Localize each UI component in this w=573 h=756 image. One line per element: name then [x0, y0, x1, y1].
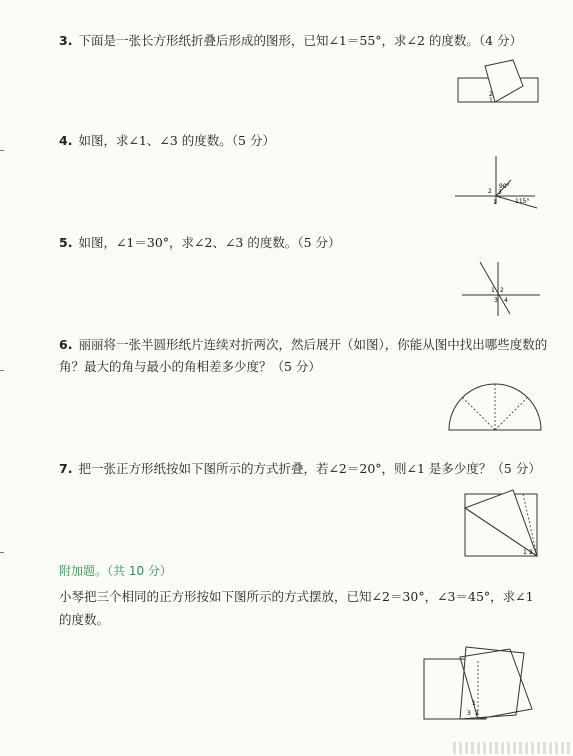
- q5-intersecting-lines-figure: [460, 258, 542, 318]
- question-5: [59, 232, 549, 254]
- label-1: 1: [472, 700, 476, 707]
- q3-fold-figure: [455, 58, 545, 108]
- q6-semicircle-figure: [445, 370, 545, 434]
- q7-square-fold-figure: [463, 488, 541, 558]
- question-text: 如图，∠1＝30°，求∠2、∠3 的度数。（5 分）: [78, 235, 341, 250]
- margin-mark: [0, 370, 4, 371]
- label-3: 3: [494, 297, 498, 304]
- q4-angle-figure: [453, 152, 539, 212]
- margin-mark: [0, 552, 4, 553]
- label-90: 90°: [499, 183, 510, 190]
- margin-mark: [0, 150, 4, 151]
- question-4: [59, 130, 549, 152]
- label-1: 1: [523, 549, 527, 556]
- question-number: 6.: [59, 337, 73, 352]
- label-2: 2: [489, 91, 493, 98]
- label-1: 1: [493, 199, 497, 206]
- question-text: 如图，求∠1、∠3 的度数。（5 分）: [78, 133, 275, 148]
- label-1: 1: [489, 97, 493, 104]
- question-number: 5.: [59, 235, 73, 250]
- label-4: 4: [504, 297, 508, 304]
- label-3: 3: [467, 710, 471, 717]
- label-2: 2: [488, 188, 492, 195]
- question-text: 把一张正方形纸按如下图所示的方式折叠，若∠2＝20°，则∠1 是多少度？（5 分）: [78, 461, 541, 476]
- bonus-title: 附加题。（共 10 分）: [59, 564, 172, 578]
- question-number: 3.: [59, 33, 73, 48]
- label-115: 115°: [515, 198, 530, 205]
- question-number: 7.: [59, 461, 73, 476]
- question-3: [59, 30, 549, 52]
- label-1: 1: [491, 287, 495, 294]
- question-text: 丽丽将一张半圆形纸片连续对折两次，然后展开（如图），你能从图中找出哪些度数的角？最大的角与最小的角相差多少度？（5 分）: [59, 337, 548, 374]
- label-2: 2: [500, 287, 504, 294]
- question-7: [59, 458, 549, 480]
- question-text: 下面是一张长方形纸折叠后形成的图形，已知∠1＝55°，求∠2 的度数。（4 分）: [78, 33, 523, 48]
- label-3: 3: [498, 189, 502, 196]
- scan-artifact-strip: [453, 742, 573, 754]
- bonus-question-text: 小琴把三个相同的正方形按如下图所示的方式摆放，已知∠2＝30°，∠3＝45°，求∠1 的度数。: [59, 589, 534, 627]
- question-number: 4.: [59, 133, 73, 148]
- label-2: 2: [475, 710, 479, 717]
- bonus-three-squares-figure: [420, 645, 540, 723]
- label-2: 2: [529, 549, 533, 556]
